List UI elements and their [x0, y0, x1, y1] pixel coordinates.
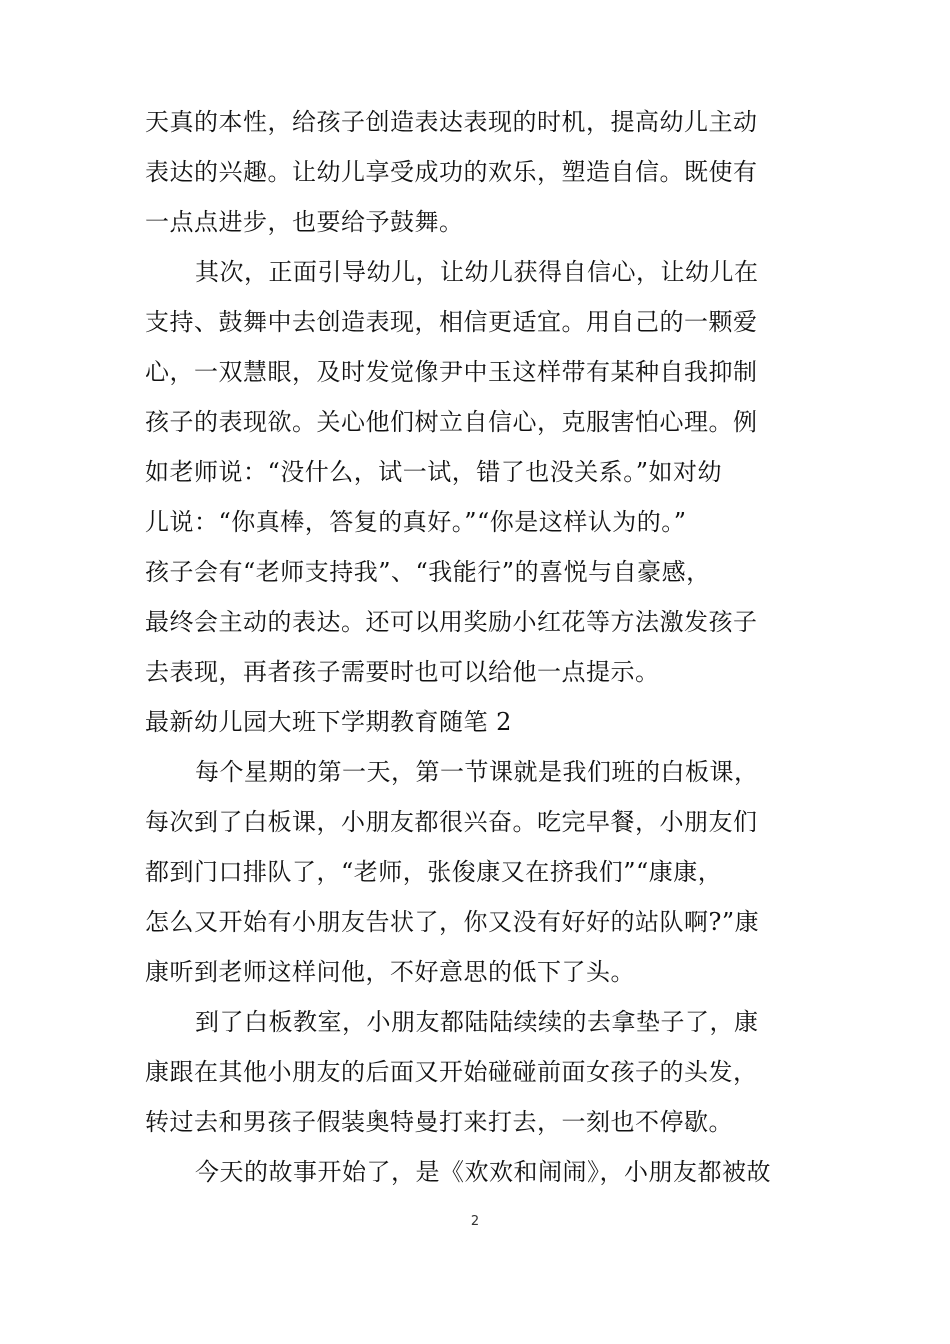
text-line: 去表现，再者孩子需要时也可以给他一点提示。: [145, 658, 660, 686]
text-line: 孩子的表现欲。关心他们树立自信心，克服害怕心理。例: [145, 408, 758, 436]
text-line: 康跟在其他小朋友的后面又开始碰碰前面女孩子的头发，: [145, 1058, 758, 1086]
text-line: 每个星期的第一天，第一节课就是我们班的白板课，: [195, 758, 759, 786]
text-line: 儿说：“你真棒，答复的真好。”“你是这样认为的。”: [145, 508, 687, 536]
text-line: 一点点进步，也要给予鼓舞。: [145, 208, 464, 236]
text-line: 心，一双慧眼，及时发觉像尹中玉这样带有某种自我抑制: [145, 358, 758, 386]
text-line: 支持、鼓舞中去创造表现，相信更适宜。用自己的一颗爱: [145, 308, 758, 336]
text-line: 都到门口排队了，“老师，张俊康又在挤我们”“康康，: [145, 858, 723, 886]
text-line: 最新幼儿园大班下学期教育随笔 2: [145, 708, 512, 736]
page-number: 2: [470, 1214, 480, 1229]
text-line: 天真的本性，给孩子创造表达表现的时机，提高幼儿主动: [145, 108, 758, 136]
document-body: [145, 97, 805, 1197]
text-line: 最终会主动的表达。还可以用奖励小红花等方法激发孩子: [145, 608, 758, 636]
text-line: 怎么又开始有小朋友告状了，你又没有好好的站队啊?”康: [145, 908, 760, 936]
text-line: 孩子会有“老师支持我”、“我能行”的喜悦与自豪感，: [145, 558, 711, 586]
text-line: 康听到老师这样问他，不好意思的低下了头。: [145, 958, 635, 986]
text-line: 表达的兴趣。让幼儿享受成功的欢乐，塑造自信。既使有: [145, 158, 758, 186]
text-line: 每次到了白板课，小朋友都很兴奋。吃完早餐，小朋友们: [145, 808, 758, 836]
text-line: 转过去和男孩子假装奥特曼打来打去，一刻也不停歇。: [145, 1108, 733, 1136]
text-line: 今天的故事开始了，是《欢欢和闹闹》，小朋友都被故: [195, 1158, 771, 1186]
text-line: 其次，正面引导幼儿，让幼儿获得自信心，让幼儿在: [195, 258, 759, 286]
text-line: 到了白板教室，小朋友都陆陆续续的去拿垫子了，康: [195, 1008, 759, 1036]
text-line: 如老师说：“没什么，试一试，错了也没关系。”如对幼: [145, 458, 723, 486]
